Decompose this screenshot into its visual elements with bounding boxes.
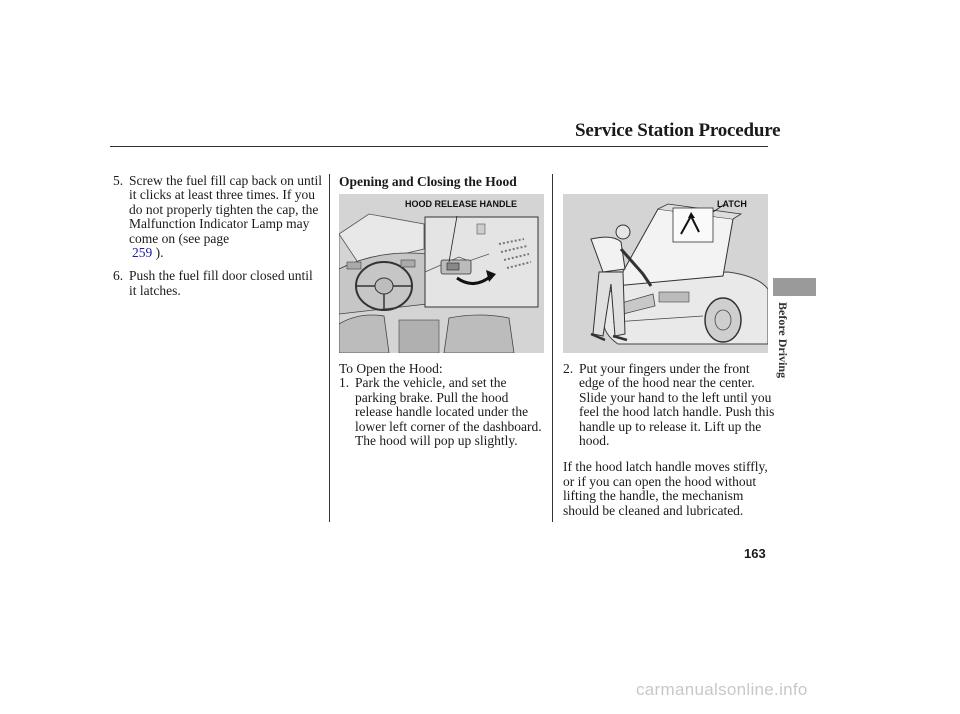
section-tab-label: Before Driving [776, 302, 790, 379]
item-number: 6. [113, 268, 124, 284]
column-divider-left [329, 174, 330, 522]
figure-label-latch: LATCH [717, 199, 747, 209]
item-6-text: Push the fuel fill door closed until it latches. [129, 268, 313, 298]
item-5-text: Screw the fuel fill cap back on until it clicks at least three times. If you do not properly tighten the cap, the Malfunction Indicator Lamp may come on (see page [129, 173, 323, 246]
hood-latch-figure [563, 194, 768, 353]
item-number: 5. [113, 173, 124, 188]
open-hood-instructions [339, 362, 549, 448]
left-column [113, 174, 323, 298]
step-2 [563, 362, 775, 448]
step-1 [339, 376, 549, 448]
watermark: carmanualsonline.info [636, 680, 808, 699]
hood-release-figure [339, 194, 544, 353]
hood-latch-illustration [563, 194, 768, 353]
figure-label-hood-release: HOOD RELEASE HANDLE [405, 199, 518, 209]
list-item-6 [113, 269, 323, 298]
page-title: Service Station Procedure [575, 120, 781, 141]
step-1-text: Park the vehicle, and set the parking brake. Pull the hood release handle located under the lower left corner of the dashboard. The hood will pop up slightly. [355, 375, 542, 449]
lubrication-note: If the hood latch handle moves stiffly, or if you can open the hood without lifting the handle, the mechanism should be cleaned and lubricated. [563, 459, 768, 518]
page-link-259[interactable]: 259 [132, 245, 153, 261]
page-number: 163 [744, 546, 766, 561]
instructions-intro: To Open the Hood: [339, 361, 443, 376]
step-number: 2. [563, 361, 574, 376]
column-divider-right [552, 174, 553, 522]
item-text [129, 174, 323, 260]
right-column-text [563, 362, 775, 518]
section-heading: Opening and Closing the Hood [339, 174, 517, 189]
section-tab-marker [773, 278, 816, 296]
list-item-5 [113, 174, 323, 260]
header-rule [110, 146, 768, 147]
step-2-text: Put your fingers under the front edge of the hood near the center. Slide your hand to the left until you feel the hood latch handle. Push this handle up to release it. Lift up the hood. [579, 361, 775, 449]
step-number: 1. [339, 375, 350, 391]
item-5-suffix: ). [155, 245, 164, 261]
dashboard-illustration [339, 194, 544, 353]
